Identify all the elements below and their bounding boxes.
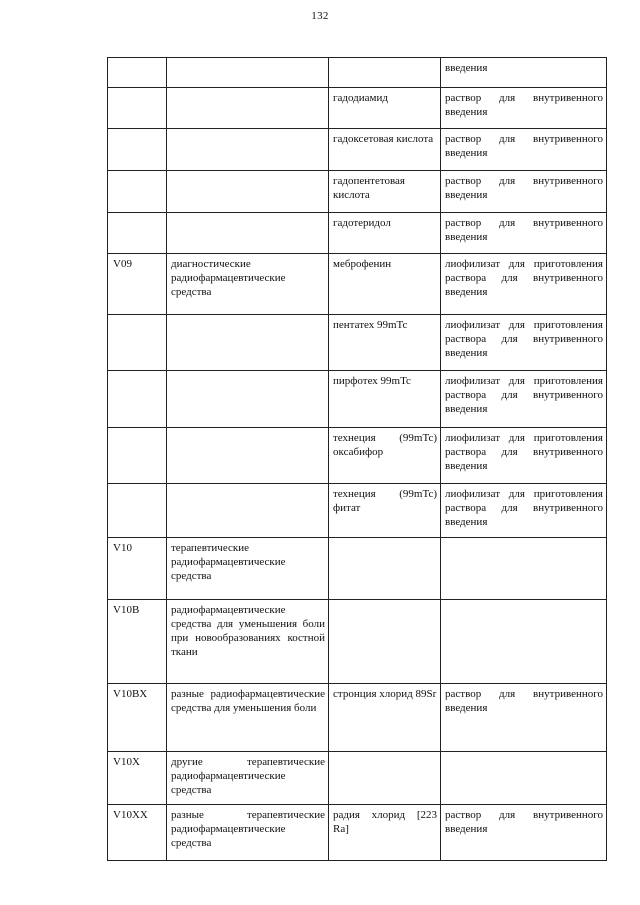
dosage-form-cell: лиофилизат для приготовления раствора для внутривенного введения: [441, 315, 607, 371]
drug-cell: гадопентетовая кислота: [329, 171, 441, 213]
table-row: [108, 213, 607, 254]
drug-cell: меброфенин: [329, 254, 441, 315]
table-row: [108, 88, 607, 129]
dosage-form-cell: лиофилизат для приготовления раствора для внутривенного введения: [441, 254, 607, 315]
group-cell: [167, 371, 329, 428]
drug-cell: пентатех 99mTc: [329, 315, 441, 371]
atc-code-cell: V10BX: [108, 684, 167, 752]
table-row: [108, 129, 607, 171]
drug-table: [107, 57, 607, 861]
atc-code-cell: [108, 315, 167, 371]
atc-code-cell: V10X: [108, 752, 167, 805]
drug-cell: гадодиамид: [329, 88, 441, 129]
group-cell: разные радиофармацевтические средства для уменьшения боли: [167, 684, 329, 752]
atc-code-cell: V10: [108, 538, 167, 600]
table-row: [108, 254, 607, 315]
group-cell: [167, 213, 329, 254]
table-row: [108, 484, 607, 538]
dosage-form-cell: раствор для внутривенного введения: [441, 129, 607, 171]
drug-cell: технеция (99mTc) оксабифор: [329, 428, 441, 484]
drug-cell: стронция хлорид 89Sr: [329, 684, 441, 752]
table-row: [108, 371, 607, 428]
dosage-form-cell: раствор для внутривенного введения: [441, 684, 607, 752]
group-cell: терапевтические радиофармацевтические средства: [167, 538, 329, 600]
table-row: [108, 171, 607, 213]
table-row: [108, 58, 607, 88]
atc-code-cell: [108, 484, 167, 538]
dosage-form-cell: раствор для внутривенного введения: [441, 171, 607, 213]
dosage-form-cell: лиофилизат для приготовления раствора для внутривенного введения: [441, 428, 607, 484]
group-cell: другие терапевтические радиофармацевтические средства: [167, 752, 329, 805]
atc-code-cell: [108, 129, 167, 171]
dosage-form-cell: введения: [441, 58, 607, 88]
group-cell: радиофармацевтические средства для уменьшения боли при новообразованиях костной ткани: [167, 600, 329, 684]
dosage-form-cell: раствор для внутривенного введения: [441, 213, 607, 254]
table-row: [108, 600, 607, 684]
group-cell: [167, 171, 329, 213]
table-row: [108, 752, 607, 805]
dosage-form-cell: [441, 752, 607, 805]
table-row: [108, 315, 607, 371]
table-row: [108, 684, 607, 752]
group-cell: [167, 129, 329, 171]
drug-cell: гадоксетовая кислота: [329, 129, 441, 171]
group-cell: [167, 88, 329, 129]
drug-cell: радия хлорид [223 Ra]: [329, 805, 441, 861]
drug-cell: [329, 600, 441, 684]
drug-cell: [329, 752, 441, 805]
dosage-form-cell: лиофилизат для приготовления раствора для внутривенного введения: [441, 371, 607, 428]
atc-code-cell: V10XX: [108, 805, 167, 861]
table-row: [108, 805, 607, 861]
dosage-form-cell: [441, 538, 607, 600]
atc-code-cell: [108, 171, 167, 213]
atc-code-cell: [108, 58, 167, 88]
group-cell: [167, 58, 329, 88]
group-cell: [167, 484, 329, 538]
group-cell: диагностические радиофармацевтические средства: [167, 254, 329, 315]
drug-cell: технеция (99mTc) фитат: [329, 484, 441, 538]
dosage-form-cell: раствор для внутривенного введения: [441, 88, 607, 129]
dosage-form-cell: лиофилизат для приготовления раствора для внутривенного введения: [441, 484, 607, 538]
group-cell: [167, 315, 329, 371]
atc-code-cell: [108, 88, 167, 129]
drug-cell: гадотеридол: [329, 213, 441, 254]
table-row: [108, 428, 607, 484]
drug-cell: пирфотех 99mTc: [329, 371, 441, 428]
page-number: 132: [311, 10, 329, 22]
table-row: [108, 538, 607, 600]
drug-cell: [329, 58, 441, 88]
dosage-form-cell: [441, 600, 607, 684]
atc-code-cell: [108, 213, 167, 254]
group-cell: разные терапевтические радиофармацевтические средства: [167, 805, 329, 861]
atc-code-cell: V09: [108, 254, 167, 315]
atc-code-cell: [108, 428, 167, 484]
atc-code-cell: [108, 371, 167, 428]
dosage-form-cell: раствор для внутривенного введения: [441, 805, 607, 861]
drug-cell: [329, 538, 441, 600]
atc-code-cell: V10B: [108, 600, 167, 684]
group-cell: [167, 428, 329, 484]
